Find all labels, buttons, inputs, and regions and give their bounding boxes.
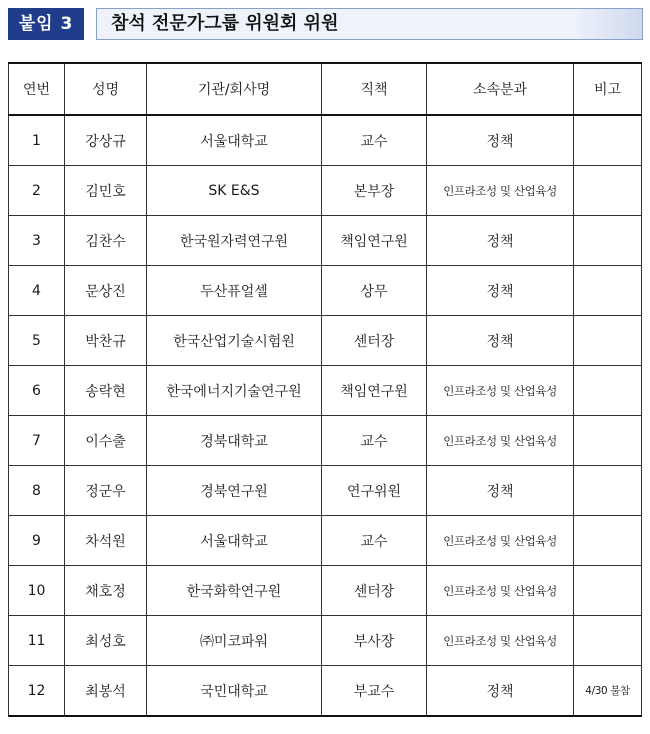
cell-organization: 한국원자력연구원: [147, 216, 322, 266]
cell-number: 8: [9, 466, 65, 516]
table-row: [9, 516, 642, 566]
cell-position: 부사장: [322, 616, 427, 666]
cell-name: 최봉석: [65, 666, 147, 717]
cell-name: 문상진: [65, 266, 147, 316]
cell-position: 교수: [322, 416, 427, 466]
column-header-division: 소속분과: [427, 63, 574, 115]
cell-number: 1: [9, 115, 65, 166]
cell-note: [574, 216, 642, 266]
page-title: 참석 전문가그룹 위원회 위원: [111, 13, 339, 34]
cell-division: 정책: [427, 216, 574, 266]
table-row: [9, 616, 642, 666]
table-row: [9, 115, 642, 166]
table-row: [9, 416, 642, 466]
cell-position: 본부장: [322, 166, 427, 216]
cell-position: 교수: [322, 115, 427, 166]
cell-note: [574, 266, 642, 316]
cell-organization: 서울대학교: [147, 516, 322, 566]
cell-organization: 국민대학교: [147, 666, 322, 717]
cell-number: 6: [9, 366, 65, 416]
cell-organization: 한국산업기술시험원: [147, 316, 322, 366]
cell-division: 인프라조성 및 산업육성: [427, 166, 574, 216]
cell-note: [574, 316, 642, 366]
cell-number: 4: [9, 266, 65, 316]
cell-number: 11: [9, 616, 65, 666]
cell-position: 상무: [322, 266, 427, 316]
table-row: [9, 166, 642, 216]
cell-note: [574, 366, 642, 416]
cell-organization: 경북연구원: [147, 466, 322, 516]
cell-number: 12: [9, 666, 65, 717]
cell-note: [574, 516, 642, 566]
cell-name: 최성호: [65, 616, 147, 666]
cell-number: 7: [9, 416, 65, 466]
column-header-note: 비고: [574, 63, 642, 115]
cell-division: 정책: [427, 316, 574, 366]
cell-note: [574, 416, 642, 466]
cell-note: [574, 566, 642, 616]
attachment-badge: 붙임 3: [8, 8, 84, 40]
cell-number: 10: [9, 566, 65, 616]
cell-note: [574, 115, 642, 166]
table-row: [9, 666, 642, 717]
cell-number: 2: [9, 166, 65, 216]
cell-division: 인프라조성 및 산업육성: [427, 566, 574, 616]
cell-name: 김찬수: [65, 216, 147, 266]
cell-division: 인프라조성 및 산업육성: [427, 516, 574, 566]
table-row: [9, 266, 642, 316]
cell-organization: 서울대학교: [147, 115, 322, 166]
cell-name: 김민호: [65, 166, 147, 216]
cell-division: 정책: [427, 666, 574, 717]
cell-division: 정책: [427, 266, 574, 316]
column-header-name: 성명: [65, 63, 147, 115]
cell-division: 인프라조성 및 산업육성: [427, 366, 574, 416]
cell-name: 이수출: [65, 416, 147, 466]
cell-note: 4/30 불참: [574, 666, 642, 717]
header-row: [9, 63, 642, 115]
cell-position: 책임연구원: [322, 366, 427, 416]
cell-position: 교수: [322, 516, 427, 566]
cell-name: 정군우: [65, 466, 147, 516]
document-header: [8, 8, 641, 40]
cell-organization: SK E&S: [147, 166, 322, 216]
column-header-number: 연번: [9, 63, 65, 115]
cell-organization: 경북대학교: [147, 416, 322, 466]
cell-position: 부교수: [322, 666, 427, 717]
cell-number: 5: [9, 316, 65, 366]
cell-name: 박찬규: [65, 316, 147, 366]
cell-organization: 한국에너지기술연구원: [147, 366, 322, 416]
cell-number: 9: [9, 516, 65, 566]
table-row: [9, 366, 642, 416]
cell-note: [574, 466, 642, 516]
column-header-organization: 기관/회사명: [147, 63, 322, 115]
table-header: [9, 63, 642, 115]
cell-note: [574, 616, 642, 666]
cell-position: 연구위원: [322, 466, 427, 516]
committee-roster-table: [8, 62, 642, 717]
cell-position: 센터장: [322, 566, 427, 616]
cell-division: 정책: [427, 466, 574, 516]
cell-organization: 두산퓨얼셀: [147, 266, 322, 316]
cell-organization: ㈜미코파워: [147, 616, 322, 666]
cell-division: 인프라조성 및 산업육성: [427, 416, 574, 466]
cell-name: 채호정: [65, 566, 147, 616]
column-header-position: 직책: [322, 63, 427, 115]
title-box-shade: [572, 9, 642, 39]
cell-position: 센터장: [322, 316, 427, 366]
cell-number: 3: [9, 216, 65, 266]
table-row: [9, 466, 642, 516]
table-row: [9, 216, 642, 266]
table-row: [9, 566, 642, 616]
cell-division: 인프라조성 및 산업육성: [427, 616, 574, 666]
table-body: [9, 115, 642, 716]
cell-division: 정책: [427, 115, 574, 166]
cell-name: 차석원: [65, 516, 147, 566]
cell-note: [574, 166, 642, 216]
cell-position: 책임연구원: [322, 216, 427, 266]
title-box: [96, 8, 643, 40]
cell-name: 강상규: [65, 115, 147, 166]
table-row: [9, 316, 642, 366]
cell-organization: 한국화학연구원: [147, 566, 322, 616]
cell-name: 송락현: [65, 366, 147, 416]
